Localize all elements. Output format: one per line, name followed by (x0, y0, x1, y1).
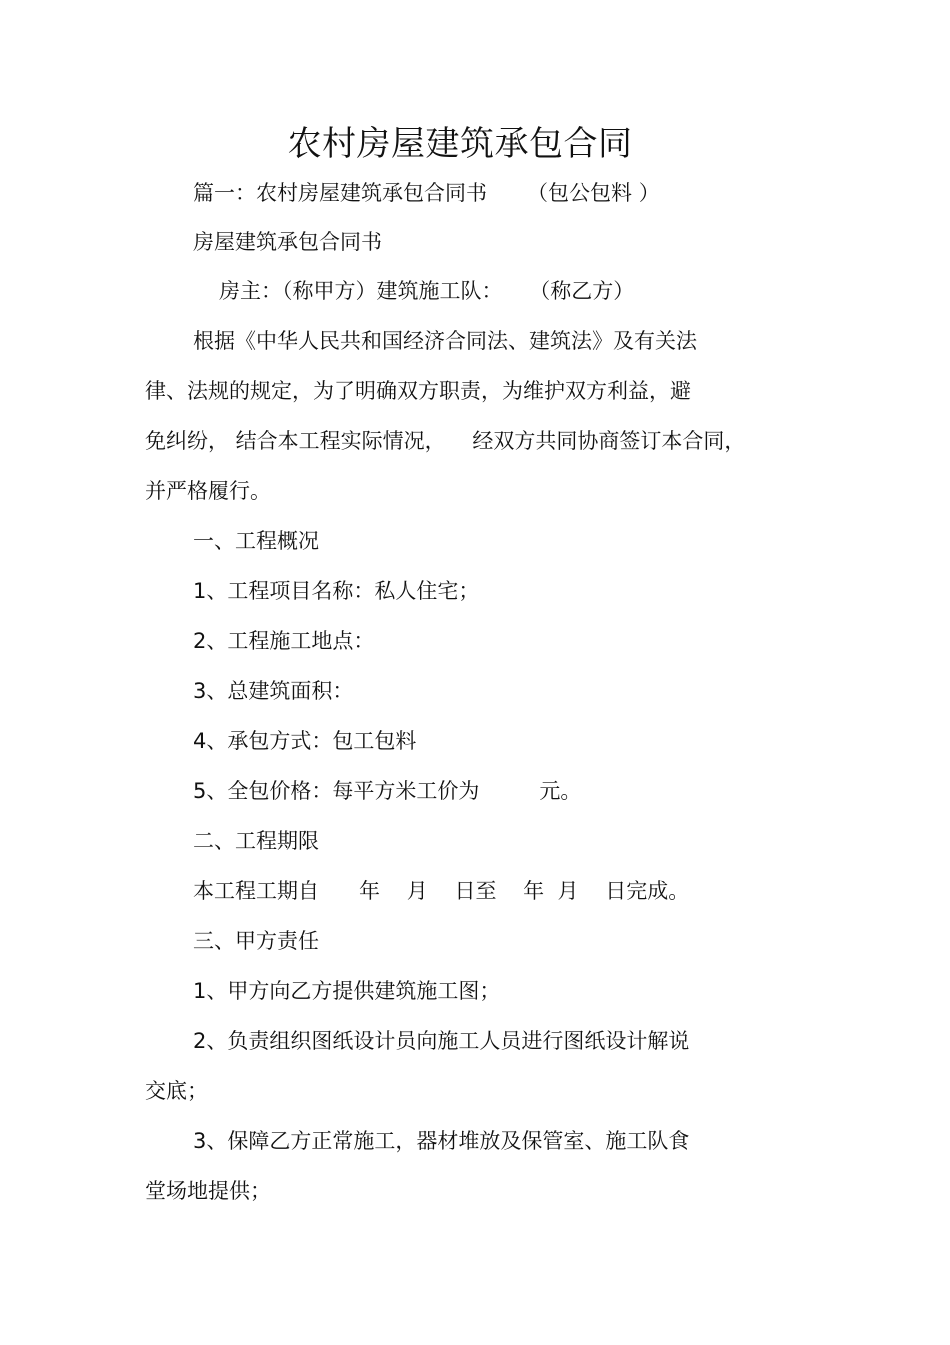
document-subtitle: 篇一：农村房屋建筑承包合同书 （包公包料 ） (193, 181, 660, 205)
document-title: 农村房屋建筑承包合同 (287, 124, 633, 164)
list-item: 1、甲方向乙方提供建筑施工图； (193, 979, 501, 1003)
list-item: 3、保障乙方正常施工，器材堆放及保管室、施工队食 (193, 1129, 690, 1153)
list-item-continuation: 堂场地提供； (145, 1179, 271, 1203)
preamble-line: 并严格履行。 (145, 479, 271, 503)
preamble-line: 免纠纷， 结合本工程实际情况， 经双方共同协商签订本合同， (145, 429, 746, 453)
term-line: 本工程工期自 年 月 日至 年 月 日完成。 (193, 879, 690, 903)
contract-heading: 房屋建筑承包合同书 (193, 230, 382, 254)
list-item: 2、负责组织图纸设计员向施工人员进行图纸设计解说 (193, 1029, 690, 1053)
preamble-line: 律、法规的规定，为了明确双方职责，为维护双方利益，避 (145, 379, 691, 403)
parties-line: 房主：（称甲方）建筑施工队： （称乙方） (219, 279, 635, 303)
section-heading: 二、工程期限 (193, 829, 319, 853)
list-item-continuation: 交底； (145, 1079, 208, 1103)
section-heading: 三、甲方责任 (193, 929, 319, 953)
list-item: 2、工程施工地点： (193, 629, 375, 653)
preamble-line: 根据《中华人民共和国经济合同法、建筑法》及有关法 (193, 329, 697, 353)
list-item: 3、总建筑面积： (193, 679, 354, 703)
list-item: 4、承包方式：包工包料 (193, 729, 417, 753)
section-heading: 一、工程概况 (193, 529, 319, 553)
list-item: 5、全包价格：每平方米工价为 元。 (193, 779, 582, 803)
list-item: 1、工程项目名称：私人住宅； (193, 579, 480, 603)
